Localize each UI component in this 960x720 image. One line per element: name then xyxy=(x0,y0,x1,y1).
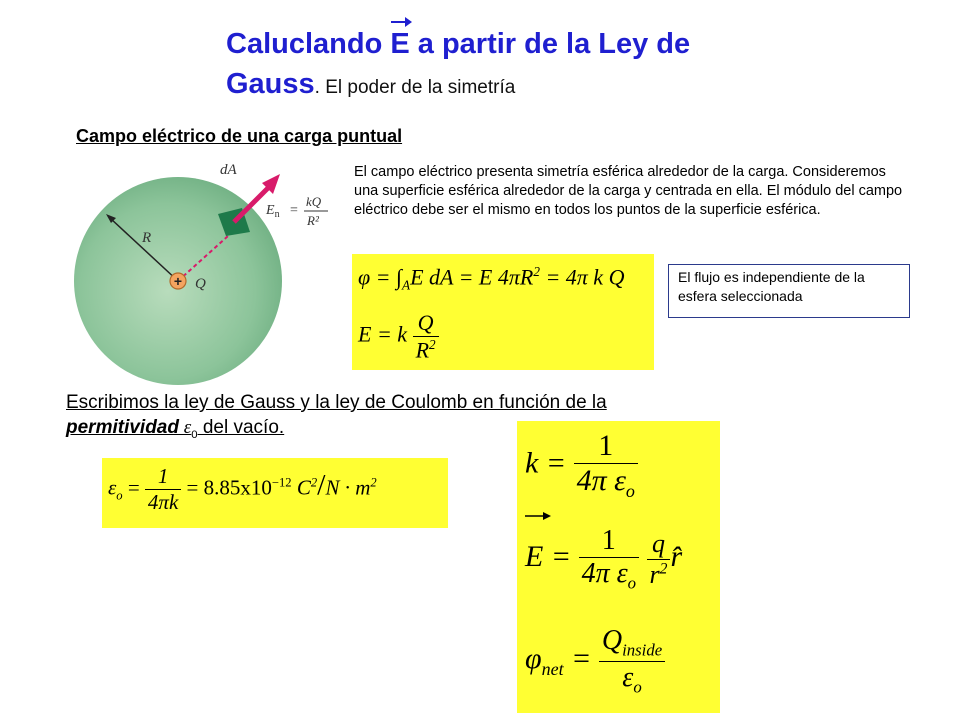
permittivity-equation: $\varepsilon_o$ = $\frac{1}{4\pi k}$ = $8.85x10^{-12}$ $C^2/N \cdot m^2$ xyxy=(108,464,377,514)
kq-numerator: kQ xyxy=(306,194,322,209)
page-subtitle: . El poder de la simetría xyxy=(314,77,516,98)
net-flux-equation: $\varphi_{net}$ = $\frac{Q_{inside}}{\varepsilon_o}$ xyxy=(525,625,665,697)
charge-label: Q xyxy=(195,276,206,292)
vector-e-symbol: E xyxy=(390,24,409,64)
flux-note-box: El flujo es independiente de la esfera seleccionada xyxy=(668,264,910,318)
k-equation: k = $\frac{1}{4\pi \varepsilon_o}$ xyxy=(525,429,638,502)
flux-equation: $\varphi = \int_AE$ dA = E $4\pi R^2 = 4\pi$ k Q xyxy=(358,264,625,293)
explanation-paragraph: El campo eléctrico presenta simetría esférica alrededor de la carga. Consideremos una superficie esférica alrededor de la carga y centrada en ella. El módulo del campo eléctrico debe ser el mismo en todos los puntos de la superficie esférica. xyxy=(354,164,903,218)
en-equals: = xyxy=(290,203,298,218)
field-equation: E = k $\frac{Q}{R^2}$ xyxy=(358,310,439,363)
r2-denominator: R² xyxy=(307,213,319,228)
gauss-law-text: Escribimos la ley de Gauss y la ley de Coulomb en función de la permitividad $\varepsilon_0$ del vacío. xyxy=(66,392,607,441)
radius-label: R xyxy=(142,230,152,246)
en-label: $E_n$ xyxy=(266,203,280,220)
gaussian-sphere-figure xyxy=(70,150,350,390)
da-label: dA xyxy=(220,162,237,178)
e-vector-equation: E = $\frac{1}{4\pi \varepsilon_o}$ $\frac{q}{r^2}$ r̂ xyxy=(525,525,683,593)
plus-sign: + xyxy=(173,273,183,289)
flux-equation-box xyxy=(352,254,654,370)
e-vector-arrow xyxy=(523,508,553,522)
coulomb-gauss-equations-box xyxy=(517,421,720,713)
section-heading: Campo eléctrico de una carga puntual xyxy=(76,126,403,146)
page-title: Caluclando E a partir de la Ley de Gauss. El poder de la simetría xyxy=(226,24,786,108)
permittivity-equation-box xyxy=(102,458,448,528)
